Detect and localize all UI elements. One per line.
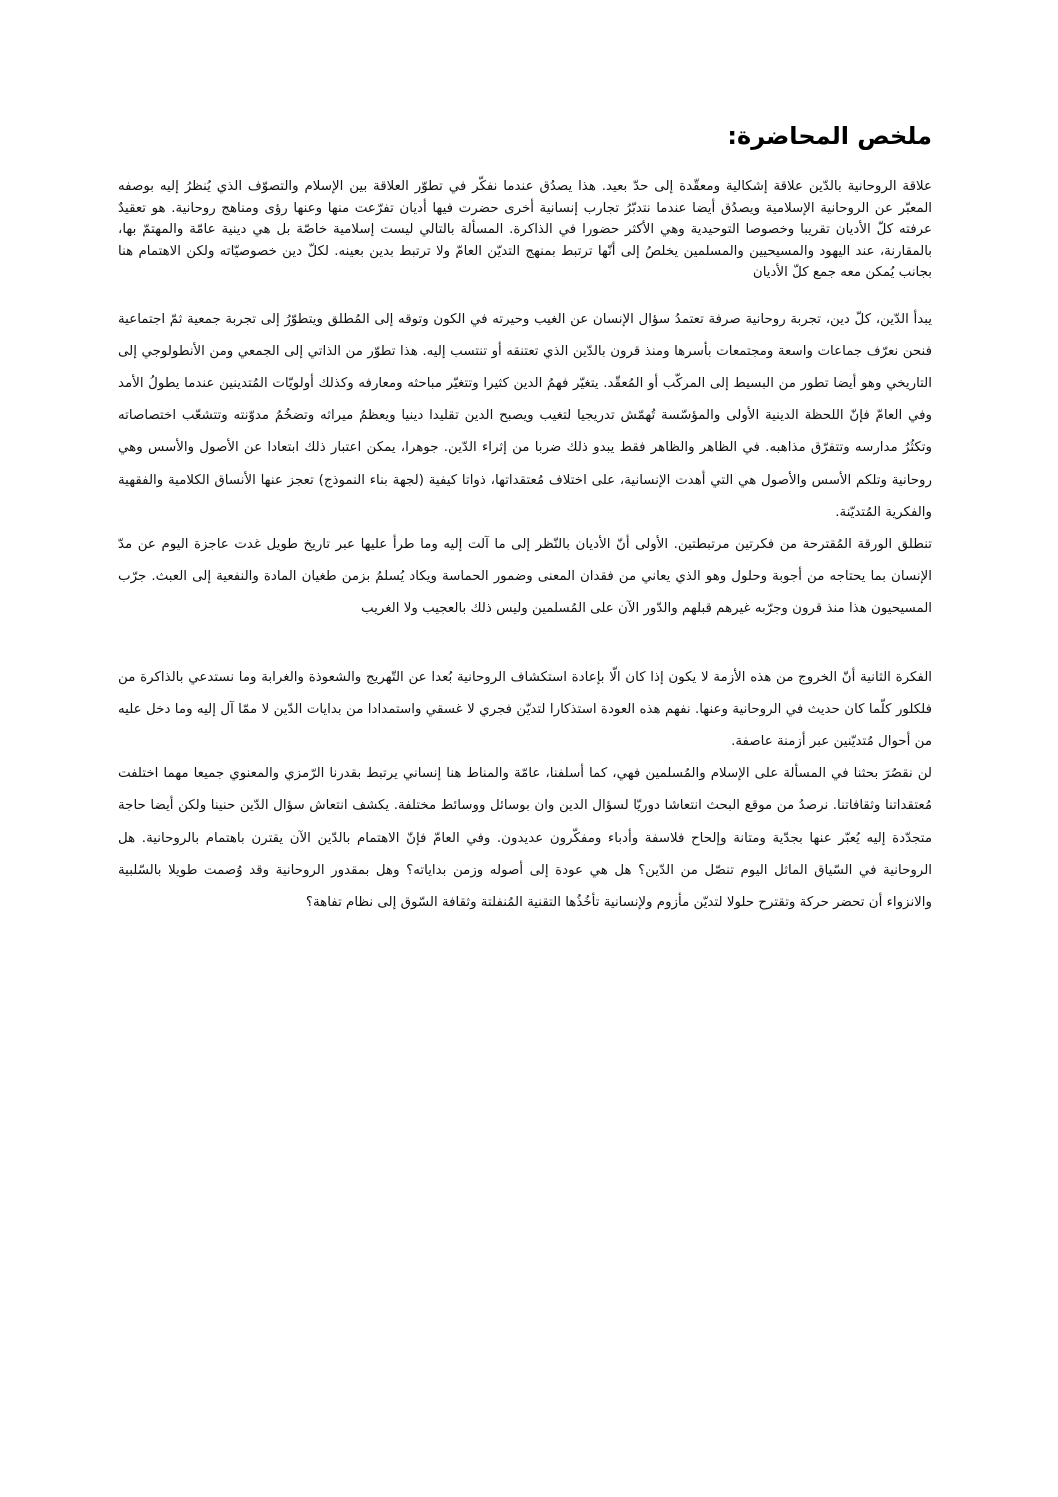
paragraph-spacer: [118, 626, 932, 662]
paragraph-4: الفكرة الثانية أنّ الخروج من هذه الأزمة لا يكون إذا كان الّا بإعادة استكشاف الروحانية بُعدا عن التّهريج والشعوذة والغرابة وما نستدعي بالذاكرة من فلكلور كلّما كان حديث في الروحانية وعنها. نفهم هذه العودة استذكارا لتديّن فجري لا غسقي واستمدادا من بدايات الدّين لا ممّا آل إليه وما دخل عليه من أحوال مُتديّنين عبر أزمنة عاصفة.: [118, 669, 932, 749]
paragraph-3: تنطلق الورقة المُقترحة من فكرتين مرتبطتين. الأولى أنّ الأديان بالنّظر إلى ما آلت إليه وما طرأ عليها عبر تاريخ طويل غدت عاجزة اليوم عن مدّ الإنسان بما يحتاجه من أجوبة وحلول وهو الذي يعاني من فقدان المعنى وضمور الحماسة ويكاد يُسلمُ بزمن طغيان المادة والنفعية إلى العبث. جرّب المسيحيون هذا منذ قرون وجرّبه غيرهم قبلهم والدّور الآن على المُسلمين وليس ذلك بالعجيب ولا الغريب: [118, 536, 932, 617]
paragraph-1: علاقة الروحانية بالدّين علاقة إشكالية ومعقّدة إلى حدّ بعيد. هذا يصدُق عندما نفكّر في تطوّر العلاقة بين الإسلام والتصوّف الذي يُنظرُ إليه بوصفه المعبّر عن الروحانية الإسلامية ويصدُق أيضا عندما نتدبّرُ تجارب إنسانية أخرى حضرت فيها أديان تفرّعت منها وعنها رؤى ومناهج روحانية. هو تعقيدٌ عرفته كلّ الأديان تقريبا وخصوصا التوحيدية وهي الأكثر حضورا في الذاكرة. المسألة بالتالي ليست إسلامية خاصّة بل هي دينية عامّة والمهتمّ بها، بالمقارنة، عند اليهود والمسيحيين والمسلمين يخلصُ إلى أنّها ترتبط بمنهج التديّن العامّ ولا ترتبط بدين بعينه. لكلّ دين خصوصيّاته ولكن الاهتمام هنا بجانب يُمكن معه جمع كلّ الأديان: [118, 179, 932, 280]
document-title: ملخص المحاضرة:: [727, 122, 932, 150]
paragraph-2: يبدأ الدّين، كلّ دين، تجربة روحانية صرفة تعتمدُ سؤال الإنسان عن الغيب وحيرته في الكون وتوقه إلى المُطلق ويتطوّرُ إلى تجربة جمعية ثمّ اجتماعية فنحن نعرّف جماعات واسعة ومجتمعات بأسرها ومنذ قرون بالدّين الذي تعتنقه أو تنتسب إليه. هذا تطوّر من الذاتي إلى الجمعي ومن الأنطولوجي إلى التاريخي وهو أيضا تطور من البسيط إلى المركّب أو المُعقّد. يتغيّر فهمُ الدين كثيرا وتتغيّر مباحثه ومعارفه وكذلك أولويّات المُتدينين عندما يطولُ الأمد وفي العامّ فإنّ اللحظة الدينية الأولى والمؤسّسة تُهمّش تدريجيا لتغيب ويصبح الدين تقليدا دينيا ويعظمُ ميراثه وتضخُمُ مدوّنته وتتشعّب اختصاصاته وتكثُرُ مدارسه وتتفرّق مذاهبه. في الظاهر والظاهر فقط يبدو ذلك ضربا من إثراء الدّين. جوهرا، يمكن اعتبار ذلك ابتعادا عن الأصول والأسس وهي روحانية وتلكم الأسس والأصول هي التي أهدت الإنسانية، على اختلاف مُعتقداتها، ذواتا كيفية (لجهة بناء النموذج) تعجز عنها الأنساق الكلامية والفقهية والفكرية المُتديّنة.: [118, 311, 932, 520]
paragraph-5: لن نقصُرَ بحثنا في المسألة على الإسلام والمُسلمين فهي، كما أسلفنا، عامّة والمناط هنا إنساني يرتبط بقدرنا الرّمزي والمعنوي جميعا مهما اختلفت مُعتقداتنا وثقافاتنا. نرصدُ من موقع البحث انتعاشا دوريّا لسؤال الدين وان بوسائل ووسائط مختلفة. يكشف انتعاش سؤال الدّين حنينا ولكن أيضا حاجة متجدّدة إليه يُعبّر عنها بجدّية ومتانة وإلحاح فلاسفة وأدباء ومفكّرون عديدون. وفي العامّ فإنّ الاهتمام بالدّين الآن يقترن باهتمام بالروحانية. هل الروحانية في السّياق الماثل اليوم تنصّل من الدّين؟ هل هي عودة إلى أصوله وزمن بداياته؟ وهل بمقدور الروحانية وقد وُصمت طويلا بالسّلبية والانزواء أن تحضر حركة وتقترح حلولا لتديّن مأزوم ولإنسانية تأخُذُها التقنية المُنفلتة وثقافة السّوق إلى نظام تفاهة؟: [118, 766, 932, 910]
paragraph-spacer: [118, 284, 932, 304]
document-page: [118, 118, 932, 919]
